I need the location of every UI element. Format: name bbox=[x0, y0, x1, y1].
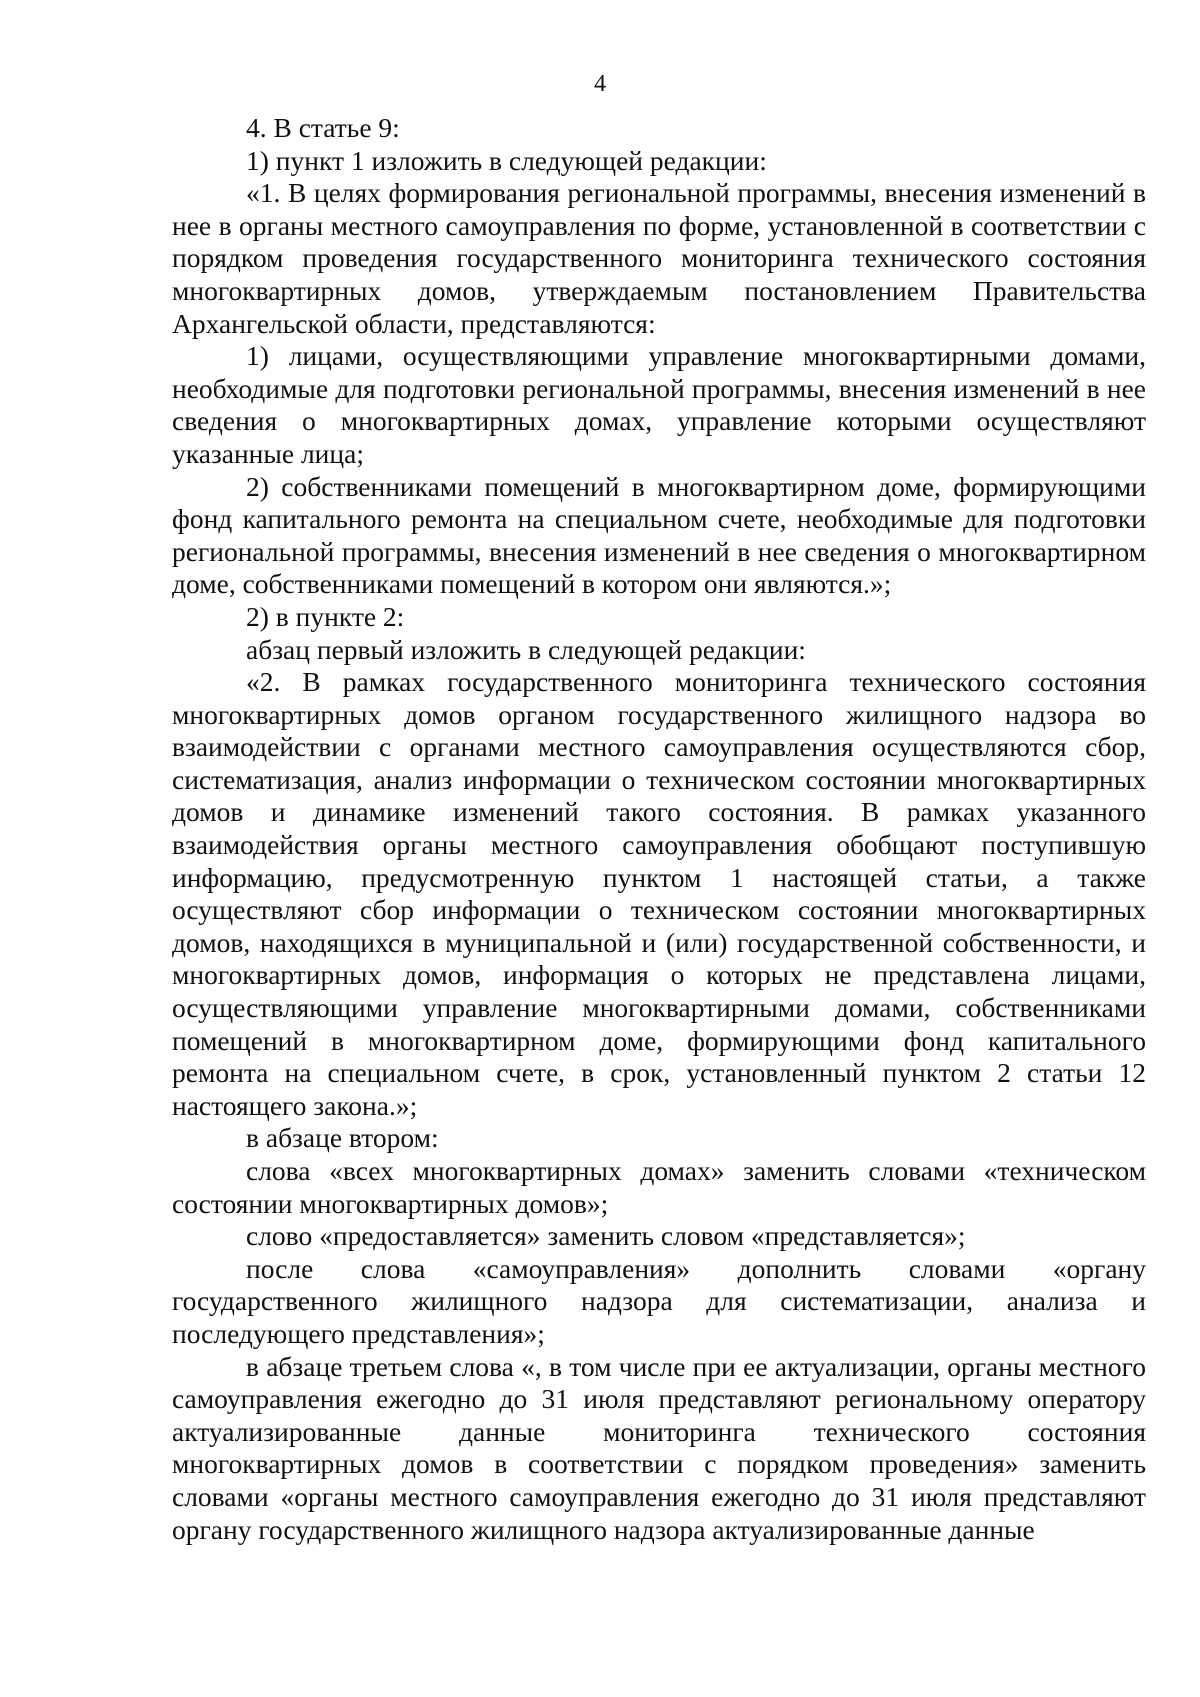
paragraph-point-1-text: «1. В целях формирования региональной программы, внесения изменений в нее в органы местного самоуправления по форме, установленной в соответствии с порядком проведения государственного мониторинга технического состояния многоквартирных домов, утверждаемым постановлением Правительства Архангельской области, представляются: bbox=[172, 177, 1146, 339]
paragraph-point-2-text: «2. В рамках государственного мониторинга технического состояния многоквартирных домов органом государственного жилищного надзора во взаимодействии с органами местного самоуправления осуществляются сбор, систематизация, анализ информации о техническом состоянии многоквартирных домов и динамике изменений такого состояния. В рамках указанного взаимодействия органы местного самоуправления обобщают поступившую информацию, предусмотренную пунктом 1 настоящей статьи, а также осуществляют сбор информации о техническом состоянии многоквартирных домов, находящихся в муниципальной и (или) государственной собственности, и многоквартирных домов, информация о которых не представлена лицами, осуществляющими управление многоквартирными домами, собственниками помещений в многоквартирном доме, формирующими фонд капитального ремонта на специальном счете, в срок, установленный пунктом 2 статьи 12 настоящего закона.»; bbox=[172, 666, 1146, 1121]
page-number: 4 bbox=[594, 71, 606, 97]
paragraph-article-9: 4. В статье 9: bbox=[246, 112, 400, 143]
paragraph-item-1-intro: 1) пункт 1 изложить в следующей редакции: bbox=[246, 144, 767, 176]
paragraph-subpoint-2: 2) собственниками помещений в многоквартирном доме, формирующими фонд капитального ремонта на специальном счете, необходимые для подготовки региональной программы, внесения изменений в нее сведения о многоквартирном доме, собственниками помещений в котором они являются.»; bbox=[172, 470, 1146, 600]
paragraph-third-abzac: в абзаце третьем слова «, в том числе при ее актуализации, органы местного самоуправления ежегодно до 31 июля представляют региональному оператору актуализированные данные мониторинга технического состояния многоквартирных домов в соответствии с порядком проведения» заменить словами «органы местного самоуправления ежегодно до 31 июля представляют органу государственного жилищного надзора актуализированные данные bbox=[172, 1350, 1146, 1545]
paragraph-second-abzac-intro: в абзаце втором: bbox=[246, 1122, 439, 1154]
paragraph-item-2-intro: 2) в пункте 2: bbox=[246, 600, 405, 632]
paragraph-add-words: после слова «самоуправления» дополнить словами «органу государственного жилищного надзора для систематизации, анализа и последующего представления»; bbox=[172, 1252, 1146, 1349]
paragraph-first-abzac-intro: абзац первый изложить в следующей редакции: bbox=[246, 633, 806, 665]
paragraph-replace-words-1: слова «всех многоквартирных домах» заменить словами «техническом состоянии многоквартирных домов»; bbox=[172, 1155, 1146, 1219]
paragraph-subpoint-1: 1) лицами, осуществляющими управление многоквартирными домами, необходимые для подготовки региональной программы, внесения изменений в нее сведения о многоквартирных домах, управление которыми осуществляют указанные лица; bbox=[172, 340, 1146, 469]
paragraph-replace-word-2: слово «предоставляется» заменить словом «представляется»; bbox=[246, 1220, 966, 1252]
document-body bbox=[172, 112, 1146, 1546]
